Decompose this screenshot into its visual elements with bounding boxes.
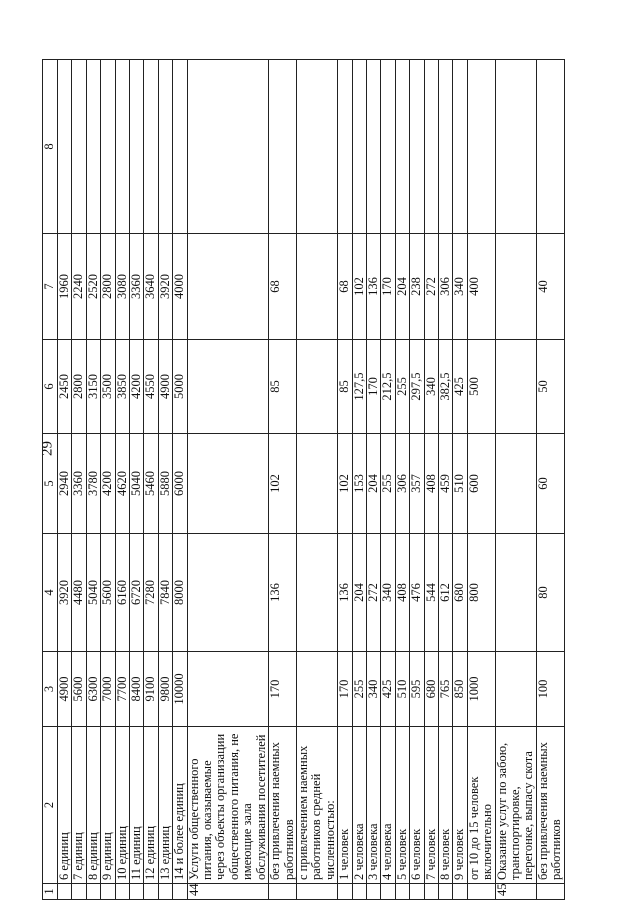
service-name-cell: Оказание услуг по забою, транспортировке, перегонке, выпасу скота bbox=[495, 727, 536, 884]
service-name-cell: 3 человека bbox=[366, 727, 380, 884]
service-name-cell: без привлечения наемных работников bbox=[536, 727, 564, 884]
row-number-cell: 45 bbox=[495, 884, 536, 900]
value-cell: 136 bbox=[269, 534, 297, 652]
value-cell: 7280 bbox=[144, 534, 158, 652]
value-cell: 5880 bbox=[158, 434, 172, 534]
row-number-cell bbox=[536, 884, 564, 900]
value-cell: 2800 bbox=[101, 234, 115, 340]
service-name-cell: 7 единиц bbox=[72, 727, 86, 884]
value-cell: 5040 bbox=[86, 534, 100, 652]
value-cell bbox=[187, 652, 268, 727]
value-cell: 212,5 bbox=[381, 340, 395, 434]
value-cell: 3080 bbox=[115, 234, 129, 340]
tariff-table bbox=[39, 59, 565, 900]
value-cell: 3920 bbox=[58, 534, 72, 652]
value-cell bbox=[144, 60, 158, 234]
value-cell bbox=[158, 60, 172, 234]
value-cell: 238 bbox=[410, 234, 424, 340]
value-cell: 4200 bbox=[130, 340, 144, 434]
value-cell: 544 bbox=[424, 534, 438, 652]
row-number-cell bbox=[395, 884, 409, 900]
value-cell: 4480 bbox=[72, 534, 86, 652]
row-number-cell bbox=[467, 884, 495, 900]
value-cell: 5600 bbox=[101, 534, 115, 652]
value-cell bbox=[438, 60, 452, 234]
value-cell: 476 bbox=[410, 534, 424, 652]
service-name-cell: 12 единиц bbox=[144, 727, 158, 884]
value-cell: 50 bbox=[536, 340, 564, 434]
value-cell: 2940 bbox=[58, 434, 72, 534]
value-cell: 1000 bbox=[467, 652, 495, 727]
value-cell: 136 bbox=[338, 534, 352, 652]
service-name-cell: 8 человек bbox=[438, 727, 452, 884]
value-cell: 680 bbox=[453, 534, 467, 652]
value-cell: 204 bbox=[352, 534, 366, 652]
value-cell: 5600 bbox=[72, 652, 86, 727]
value-cell bbox=[72, 60, 86, 234]
row-number-cell bbox=[381, 884, 395, 900]
row-number-cell bbox=[158, 884, 172, 900]
value-cell: 7840 bbox=[158, 534, 172, 652]
table-row bbox=[366, 60, 380, 900]
value-cell: 68 bbox=[269, 234, 297, 340]
value-cell: 5000 bbox=[173, 340, 187, 434]
value-cell: 40 bbox=[536, 234, 564, 340]
table-row bbox=[338, 60, 352, 900]
value-cell: 4900 bbox=[58, 652, 72, 727]
column-header: 1 bbox=[43, 884, 58, 900]
column-header: 3 bbox=[43, 652, 58, 727]
value-cell bbox=[495, 652, 536, 727]
value-cell: 102 bbox=[352, 234, 366, 340]
value-cell: 5040 bbox=[130, 434, 144, 534]
value-cell: 800 bbox=[467, 534, 495, 652]
value-cell bbox=[338, 60, 352, 234]
value-cell: 272 bbox=[366, 534, 380, 652]
value-cell bbox=[495, 434, 536, 534]
value-cell: 68 bbox=[338, 234, 352, 340]
table-row bbox=[58, 60, 72, 900]
value-cell bbox=[101, 60, 115, 234]
row-number-cell bbox=[453, 884, 467, 900]
value-cell: 3500 bbox=[101, 340, 115, 434]
value-cell: 510 bbox=[395, 652, 409, 727]
value-cell: 340 bbox=[453, 234, 467, 340]
value-cell: 6720 bbox=[130, 534, 144, 652]
value-cell: 136 bbox=[366, 234, 380, 340]
value-cell: 255 bbox=[381, 434, 395, 534]
service-name-cell: 8 единиц bbox=[86, 727, 100, 884]
value-cell bbox=[296, 60, 337, 234]
value-cell: 204 bbox=[395, 234, 409, 340]
value-cell: 382,5 bbox=[438, 340, 452, 434]
table-row bbox=[296, 60, 337, 900]
value-cell: 8400 bbox=[130, 652, 144, 727]
row-number-cell bbox=[144, 884, 158, 900]
table-row bbox=[467, 60, 495, 900]
page-number: 29 bbox=[39, 441, 56, 456]
service-name-cell: 13 единиц bbox=[158, 727, 172, 884]
service-name-cell: 14 и более единиц bbox=[173, 727, 187, 884]
row-number-cell bbox=[269, 884, 297, 900]
row-number-cell bbox=[72, 884, 86, 900]
service-name-cell: 11 единиц bbox=[130, 727, 144, 884]
row-number-cell bbox=[438, 884, 452, 900]
value-cell: 595 bbox=[410, 652, 424, 727]
row-number-cell bbox=[296, 884, 337, 900]
value-cell: 2800 bbox=[72, 340, 86, 434]
column-header: 4 bbox=[43, 534, 58, 652]
row-number-cell bbox=[58, 884, 72, 900]
value-cell bbox=[453, 60, 467, 234]
value-cell bbox=[296, 534, 337, 652]
value-cell: 4620 bbox=[115, 434, 129, 534]
value-cell bbox=[187, 534, 268, 652]
table-row bbox=[495, 60, 536, 900]
value-cell bbox=[296, 340, 337, 434]
value-cell: 255 bbox=[352, 652, 366, 727]
value-cell: 408 bbox=[395, 534, 409, 652]
value-cell: 6160 bbox=[115, 534, 129, 652]
table-row bbox=[438, 60, 452, 900]
table-row bbox=[453, 60, 467, 900]
value-cell: 3360 bbox=[72, 434, 86, 534]
value-cell bbox=[395, 60, 409, 234]
table-row bbox=[173, 60, 187, 900]
table-row bbox=[536, 60, 564, 900]
value-cell: 9100 bbox=[144, 652, 158, 727]
value-cell: 127,5 bbox=[352, 340, 366, 434]
value-cell: 255 bbox=[395, 340, 409, 434]
table-row bbox=[410, 60, 424, 900]
value-cell bbox=[381, 60, 395, 234]
row-number-cell bbox=[410, 884, 424, 900]
value-cell: 10000 bbox=[173, 652, 187, 727]
value-cell bbox=[410, 60, 424, 234]
service-name-cell: 2 человека bbox=[352, 727, 366, 884]
value-cell: 2450 bbox=[58, 340, 72, 434]
value-cell bbox=[86, 60, 100, 234]
table-row bbox=[269, 60, 297, 900]
value-cell: 100 bbox=[536, 652, 564, 727]
value-cell: 600 bbox=[467, 434, 495, 534]
service-name-cell: без привлечения наемных работников bbox=[269, 727, 297, 884]
value-cell: 3640 bbox=[144, 234, 158, 340]
table-row bbox=[158, 60, 172, 900]
value-cell bbox=[115, 60, 129, 234]
value-cell: 306 bbox=[395, 434, 409, 534]
value-cell: 3150 bbox=[86, 340, 100, 434]
value-cell: 170 bbox=[366, 340, 380, 434]
table-row bbox=[352, 60, 366, 900]
table-row bbox=[381, 60, 395, 900]
row-number-cell bbox=[338, 884, 352, 900]
table-row bbox=[424, 60, 438, 900]
table-row bbox=[86, 60, 100, 900]
value-cell bbox=[536, 60, 564, 234]
value-cell: 272 bbox=[424, 234, 438, 340]
value-cell: 9800 bbox=[158, 652, 172, 727]
header-row bbox=[43, 60, 58, 900]
table-row bbox=[72, 60, 86, 900]
value-cell: 459 bbox=[438, 434, 452, 534]
table-row bbox=[187, 60, 268, 900]
row-number-cell bbox=[366, 884, 380, 900]
value-cell bbox=[187, 434, 268, 534]
row-number-cell bbox=[424, 884, 438, 900]
value-cell: 340 bbox=[366, 652, 380, 727]
value-cell bbox=[296, 434, 337, 534]
service-name-cell: 9 человек bbox=[453, 727, 467, 884]
value-cell: 3920 bbox=[158, 234, 172, 340]
value-cell: 340 bbox=[381, 534, 395, 652]
row-number-cell bbox=[101, 884, 115, 900]
service-name-cell: 1 человек bbox=[338, 727, 352, 884]
value-cell: 5460 bbox=[144, 434, 158, 534]
value-cell bbox=[187, 340, 268, 434]
row-number-cell bbox=[115, 884, 129, 900]
value-cell bbox=[269, 60, 297, 234]
value-cell: 408 bbox=[424, 434, 438, 534]
value-cell: 6300 bbox=[86, 652, 100, 727]
value-cell: 8000 bbox=[173, 534, 187, 652]
column-header: 8 bbox=[43, 60, 58, 234]
value-cell: 850 bbox=[453, 652, 467, 727]
value-cell: 170 bbox=[381, 234, 395, 340]
service-name-cell: 9 единиц bbox=[101, 727, 115, 884]
service-name-cell: 4 человека bbox=[381, 727, 395, 884]
value-cell: 400 bbox=[467, 234, 495, 340]
value-cell: 102 bbox=[269, 434, 297, 534]
row-number-cell bbox=[86, 884, 100, 900]
service-name-cell: Услуги общественного питания, оказываемые через объекты организации общественного питания, не имеющие зала обслуживания посетителей bbox=[187, 727, 268, 884]
value-cell: 85 bbox=[269, 340, 297, 434]
column-header: 7 bbox=[43, 234, 58, 340]
value-cell: 6000 bbox=[173, 434, 187, 534]
value-cell: 340 bbox=[424, 340, 438, 434]
service-name-cell: 7 человек bbox=[424, 727, 438, 884]
value-cell bbox=[366, 60, 380, 234]
value-cell: 85 bbox=[338, 340, 352, 434]
value-cell bbox=[173, 60, 187, 234]
service-name-cell: 6 единиц bbox=[58, 727, 72, 884]
value-cell: 170 bbox=[269, 652, 297, 727]
value-cell bbox=[495, 234, 536, 340]
value-cell: 102 bbox=[338, 434, 352, 534]
service-name-cell: 10 единиц bbox=[115, 727, 129, 884]
value-cell: 3850 bbox=[115, 340, 129, 434]
column-header: 5 bbox=[43, 434, 58, 534]
value-cell bbox=[495, 534, 536, 652]
value-cell: 4550 bbox=[144, 340, 158, 434]
table-row bbox=[130, 60, 144, 900]
table-row bbox=[395, 60, 409, 900]
value-cell: 1960 bbox=[58, 234, 72, 340]
table-row bbox=[144, 60, 158, 900]
table-row bbox=[101, 60, 115, 900]
value-cell bbox=[187, 60, 268, 234]
value-cell: 2520 bbox=[86, 234, 100, 340]
value-cell: 425 bbox=[453, 340, 467, 434]
value-cell bbox=[296, 652, 337, 727]
value-cell: 612 bbox=[438, 534, 452, 652]
value-cell: 510 bbox=[453, 434, 467, 534]
row-number-cell bbox=[352, 884, 366, 900]
value-cell: 306 bbox=[438, 234, 452, 340]
value-cell bbox=[467, 60, 495, 234]
value-cell: 425 bbox=[381, 652, 395, 727]
value-cell: 3360 bbox=[130, 234, 144, 340]
value-cell: 357 bbox=[410, 434, 424, 534]
value-cell: 4000 bbox=[173, 234, 187, 340]
value-cell bbox=[495, 60, 536, 234]
value-cell: 204 bbox=[366, 434, 380, 534]
value-cell: 7000 bbox=[101, 652, 115, 727]
value-cell bbox=[296, 234, 337, 340]
value-cell: 153 bbox=[352, 434, 366, 534]
value-cell: 3780 bbox=[86, 434, 100, 534]
row-number-cell bbox=[130, 884, 144, 900]
row-number-cell bbox=[173, 884, 187, 900]
value-cell: 7700 bbox=[115, 652, 129, 727]
value-cell bbox=[352, 60, 366, 234]
value-cell: 80 bbox=[536, 534, 564, 652]
column-header: 2 bbox=[43, 727, 58, 884]
value-cell bbox=[495, 340, 536, 434]
value-cell bbox=[187, 234, 268, 340]
value-cell bbox=[130, 60, 144, 234]
value-cell: 60 bbox=[536, 434, 564, 534]
value-cell: 4200 bbox=[101, 434, 115, 534]
value-cell bbox=[58, 60, 72, 234]
value-cell: 297,5 bbox=[410, 340, 424, 434]
service-name-cell: 6 человек bbox=[410, 727, 424, 884]
column-header: 6 bbox=[43, 340, 58, 434]
service-name-cell: от 10 до 15 человек включительно bbox=[467, 727, 495, 884]
value-cell: 4900 bbox=[158, 340, 172, 434]
value-cell bbox=[424, 60, 438, 234]
service-name-cell: с привлечением наемных работников средней численностью: bbox=[296, 727, 337, 884]
row-number-cell: 44 bbox=[187, 884, 268, 900]
value-cell: 680 bbox=[424, 652, 438, 727]
value-cell: 765 bbox=[438, 652, 452, 727]
value-cell: 500 bbox=[467, 340, 495, 434]
value-cell: 170 bbox=[338, 652, 352, 727]
rotated-table-wrapper bbox=[39, 60, 564, 900]
value-cell: 2240 bbox=[72, 234, 86, 340]
service-name-cell: 5 человек bbox=[395, 727, 409, 884]
table-row bbox=[115, 60, 129, 900]
